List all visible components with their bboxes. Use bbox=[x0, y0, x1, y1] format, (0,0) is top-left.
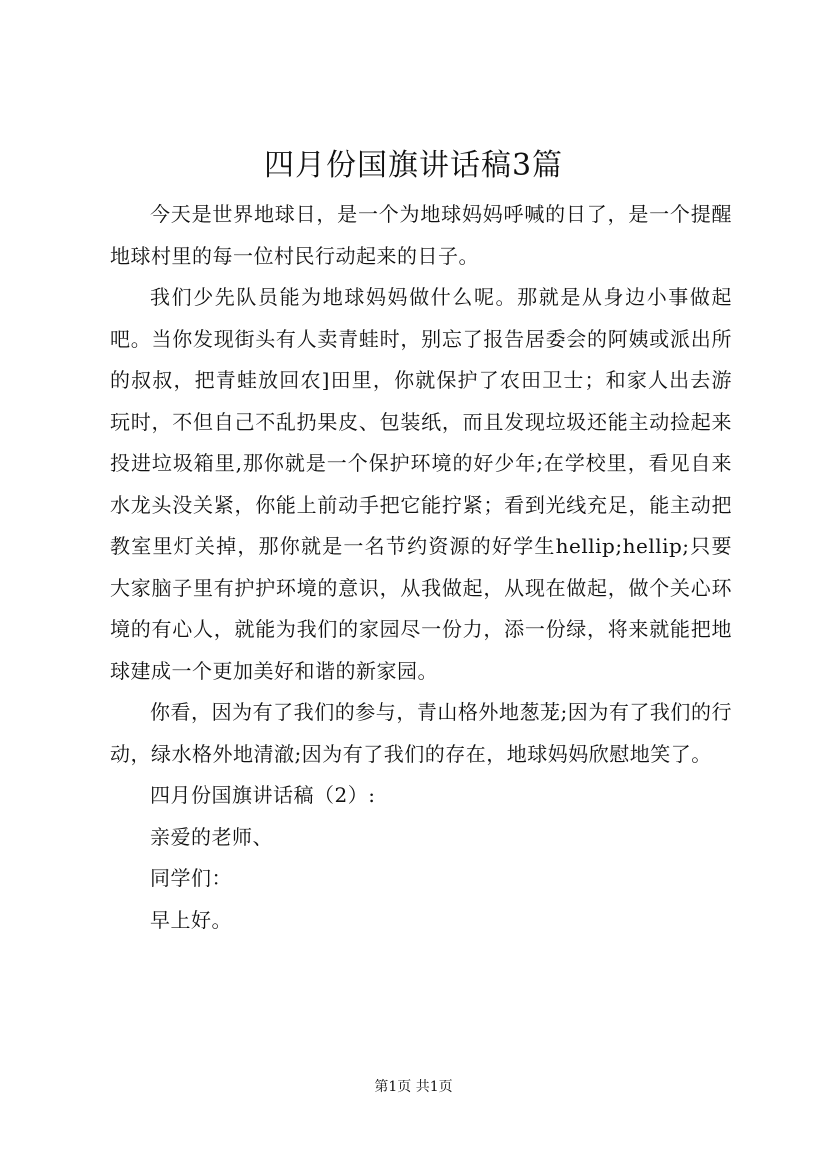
paragraph: 你看，因为有了我们的参与，青山格外地葱茏;因为有了我们的行动，绿水格外地清澈;因为有了我们的存在，地球妈妈欣慰地笑了。 bbox=[110, 700, 732, 766]
document-title: 四月份国旗讲话稿3篇 bbox=[263, 148, 564, 183]
section-heading: 四月份国旗讲话稿（2）: bbox=[150, 783, 376, 807]
salutation-line: 同学们： bbox=[150, 866, 232, 890]
page-footer: 第1页 共1页 bbox=[374, 1079, 453, 1095]
greeting-line: 早上好。 bbox=[150, 907, 232, 932]
salutation-line: 亲爱的老师、 bbox=[150, 824, 273, 849]
document-body bbox=[110, 194, 732, 941]
paragraph: 今天是世界地球日，是一个为地球妈妈呼喊的日了，是一个提醒地球村里的每一位村民行动起来的日子。 bbox=[110, 202, 732, 268]
paragraph: 我们少先队员能为地球妈妈做什么呢。那就是从身边小事做起吧。当你发现街头有人卖青蛙时，别忘了报告居委会的阿姨或派出所的叔叔，把青蛙放回农]田里，你就保护了农田卫士；和家人出去游玩时，不但自己不乱扔果皮、包装纸，而且发现垃圾还能主动捡起来投进垃圾箱里,那你就是一个保护环境的好少年;在学校里，看见自来水龙头没关紧，你能上前动手把它能拧紧；看到光线充足，能主动把教室里灯关掉，那你就是一名节约资源的好学生hellip;hellip;只要大家脑子里有护护环境的意识，从我做起，从现在做起，做个关心环境的有心人，就能为我们的家园尽一份力，添一份绿，将来就能把地球建成一个更加美好和谐的新家园。 bbox=[110, 285, 732, 683]
